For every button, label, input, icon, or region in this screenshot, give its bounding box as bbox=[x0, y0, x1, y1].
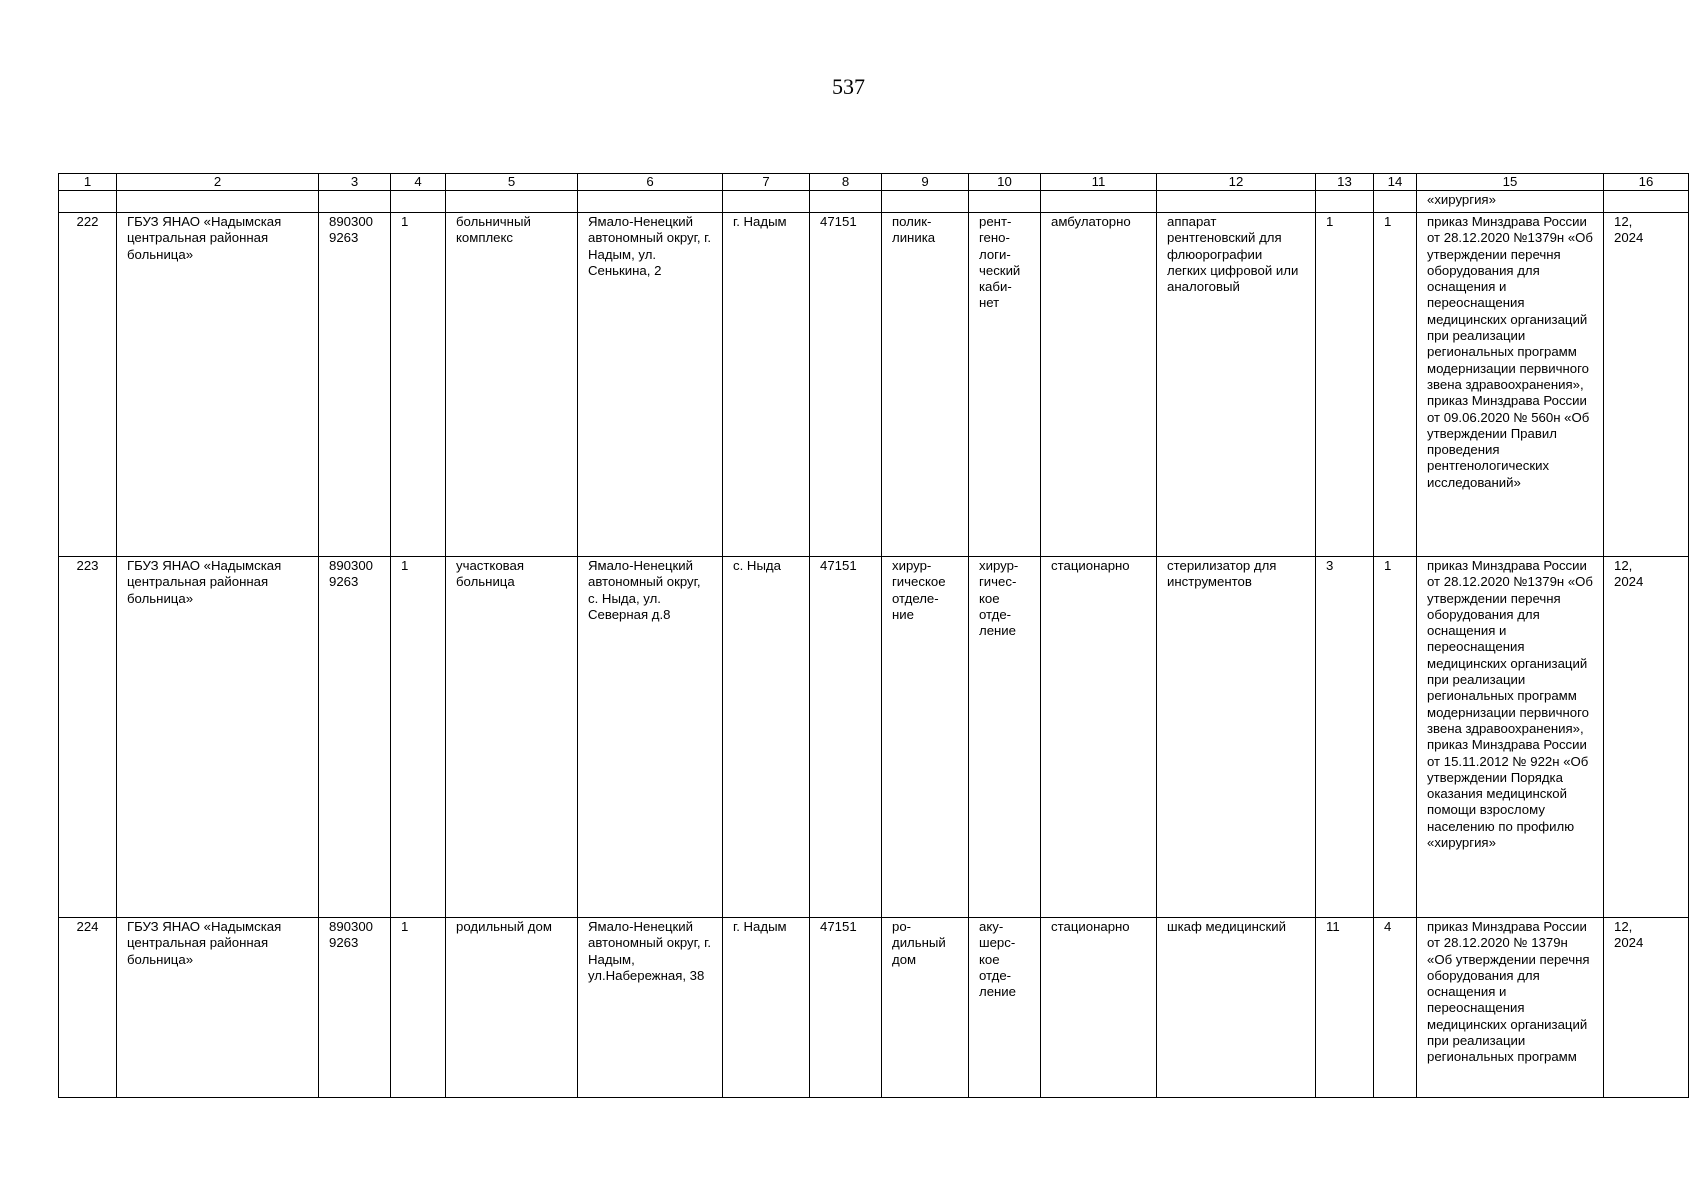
table-cell bbox=[117, 191, 319, 213]
column-header: 5 bbox=[446, 174, 578, 191]
table-row bbox=[59, 213, 1689, 557]
table-cell bbox=[1157, 191, 1316, 213]
inn-cell: 890300 9263 bbox=[319, 918, 391, 1098]
column-header: 1 bbox=[59, 174, 117, 191]
address-cell: Ямало-Ненецкий автономный округ, г. Надым, ул. Сенькина, 2 bbox=[578, 213, 723, 557]
address-cell: Ямало-Ненецкий автономный округ, с. Ныда, ул. Северная д.8 bbox=[578, 557, 723, 918]
organization-cell: ГБУЗ ЯНАО «Надымская центральная районная больница» bbox=[117, 213, 319, 557]
table-cell bbox=[391, 191, 446, 213]
column-header: 2 bbox=[117, 174, 319, 191]
equipment-register-table bbox=[58, 173, 1689, 1098]
unit-cell: полик- линика bbox=[882, 213, 969, 557]
table-cell bbox=[1316, 191, 1374, 213]
care-conditions-cell: стационарно bbox=[1041, 918, 1157, 1098]
quantity-cell: 11 bbox=[1316, 918, 1374, 1098]
department-cell: хирур- гичес- кое отде- ление bbox=[969, 557, 1041, 918]
table-cell: 1 bbox=[391, 557, 446, 918]
table-cell bbox=[446, 191, 578, 213]
oktmo-cell: 47151 bbox=[810, 213, 882, 557]
quantity-cell: 4 bbox=[1374, 918, 1417, 1098]
organization-cell: ГБУЗ ЯНАО «Надымская центральная районная больница» bbox=[117, 557, 319, 918]
column-header: 12 bbox=[1157, 174, 1316, 191]
column-header: 11 bbox=[1041, 174, 1157, 191]
column-header: 9 bbox=[882, 174, 969, 191]
column-header: 16 bbox=[1604, 174, 1689, 191]
equipment-cell: аппарат рентгеновский для флюорографии легких цифровой или аналоговый bbox=[1157, 213, 1316, 557]
table-row bbox=[59, 557, 1689, 918]
oktmo-cell: 47151 bbox=[810, 557, 882, 918]
unit-cell: ро- дильный дом bbox=[882, 918, 969, 1098]
facility-type-cell: больничный комплекс bbox=[446, 213, 578, 557]
column-header: 15 bbox=[1417, 174, 1604, 191]
table-cell: 1 bbox=[391, 918, 446, 1098]
department-cell: рент- гено- логи- ческий каби- нет bbox=[969, 213, 1041, 557]
column-header: 3 bbox=[319, 174, 391, 191]
facility-type-cell: родильный дом bbox=[446, 918, 578, 1098]
table-cell bbox=[1041, 191, 1157, 213]
equipment-cell: стерилизатор для инструментов bbox=[1157, 557, 1316, 918]
column-number-row bbox=[59, 174, 1689, 191]
facility-type-cell: участковая больница bbox=[446, 557, 578, 918]
quantity-cell: 3 bbox=[1316, 557, 1374, 918]
column-header: 4 bbox=[391, 174, 446, 191]
department-cell: аку- шерс- кое отде- ление bbox=[969, 918, 1041, 1098]
inn-cell: 890300 9263 bbox=[319, 557, 391, 918]
column-header: 7 bbox=[723, 174, 810, 191]
table-cell bbox=[1374, 191, 1417, 213]
locality-cell: с. Ныда bbox=[723, 557, 810, 918]
continuation-row bbox=[59, 191, 1689, 213]
care-conditions-cell: амбулаторно bbox=[1041, 213, 1157, 557]
unit-cell: хирур- гическое отделе- ние bbox=[882, 557, 969, 918]
table-cell: «хирургия» bbox=[1417, 191, 1604, 213]
legal-basis-cell: приказ Минздрава России от 28.12.2020 № 1379н «Об утверждении перечня оборудования для оснащения и переоснащения медицинских организаций при реализации региональных программ bbox=[1417, 918, 1604, 1098]
table-row bbox=[59, 918, 1689, 1098]
column-header: 8 bbox=[810, 174, 882, 191]
table-cell bbox=[319, 191, 391, 213]
inn-cell: 890300 9263 bbox=[319, 213, 391, 557]
table-cell bbox=[969, 191, 1041, 213]
quantity-cell: 1 bbox=[1374, 213, 1417, 557]
column-header: 13 bbox=[1316, 174, 1374, 191]
care-conditions-cell: стационарно bbox=[1041, 557, 1157, 918]
table-cell bbox=[723, 191, 810, 213]
table-cell bbox=[59, 191, 117, 213]
row-number-cell: 222 bbox=[59, 213, 117, 557]
table-cell: 1 bbox=[391, 213, 446, 557]
period-cell: 12, 2024 bbox=[1604, 213, 1689, 557]
table-cell bbox=[578, 191, 723, 213]
equipment-cell: шкаф медицинский bbox=[1157, 918, 1316, 1098]
column-header: 6 bbox=[578, 174, 723, 191]
page-number: 537 bbox=[832, 74, 865, 99]
organization-cell: ГБУЗ ЯНАО «Надымская центральная районная больница» bbox=[117, 918, 319, 1098]
quantity-cell: 1 bbox=[1316, 213, 1374, 557]
locality-cell: г. Надым bbox=[723, 918, 810, 1098]
column-header: 10 bbox=[969, 174, 1041, 191]
period-cell: 12, 2024 bbox=[1604, 557, 1689, 918]
table-cell bbox=[810, 191, 882, 213]
locality-cell: г. Надым bbox=[723, 213, 810, 557]
row-number-cell: 224 bbox=[59, 918, 117, 1098]
address-cell: Ямало-Ненецкий автономный округ, г. Надым, ул.Набережная, 38 bbox=[578, 918, 723, 1098]
legal-basis-cell: приказ Минздрава России от 28.12.2020 №1379н «Об утверждении перечня оборудования для оснащения и переоснащения медицинских организаций при реализации региональных программ модернизации первичного звена здравоохранения», приказ Минздрава России от 09.06.2020 № 560н «Об утверждении Правил проведения рентгенологических исследований» bbox=[1417, 213, 1604, 557]
table-cell bbox=[882, 191, 969, 213]
table-cell bbox=[1604, 191, 1689, 213]
legal-basis-cell: приказ Минздрава России от 28.12.2020 №1379н «Об утверждении перечня оборудования для оснащения и переоснащения медицинских организаций при реализации региональных программ модернизации первичного звена здравоохранения», приказ Минздрава России от 15.11.2012 № 922н «Об утверждении Порядка оказания медицинской помощи взрослому населению по профилю «хирургия» bbox=[1417, 557, 1604, 918]
column-header: 14 bbox=[1374, 174, 1417, 191]
quantity-cell: 1 bbox=[1374, 557, 1417, 918]
period-cell: 12, 2024 bbox=[1604, 918, 1689, 1098]
oktmo-cell: 47151 bbox=[810, 918, 882, 1098]
row-number-cell: 223 bbox=[59, 557, 117, 918]
